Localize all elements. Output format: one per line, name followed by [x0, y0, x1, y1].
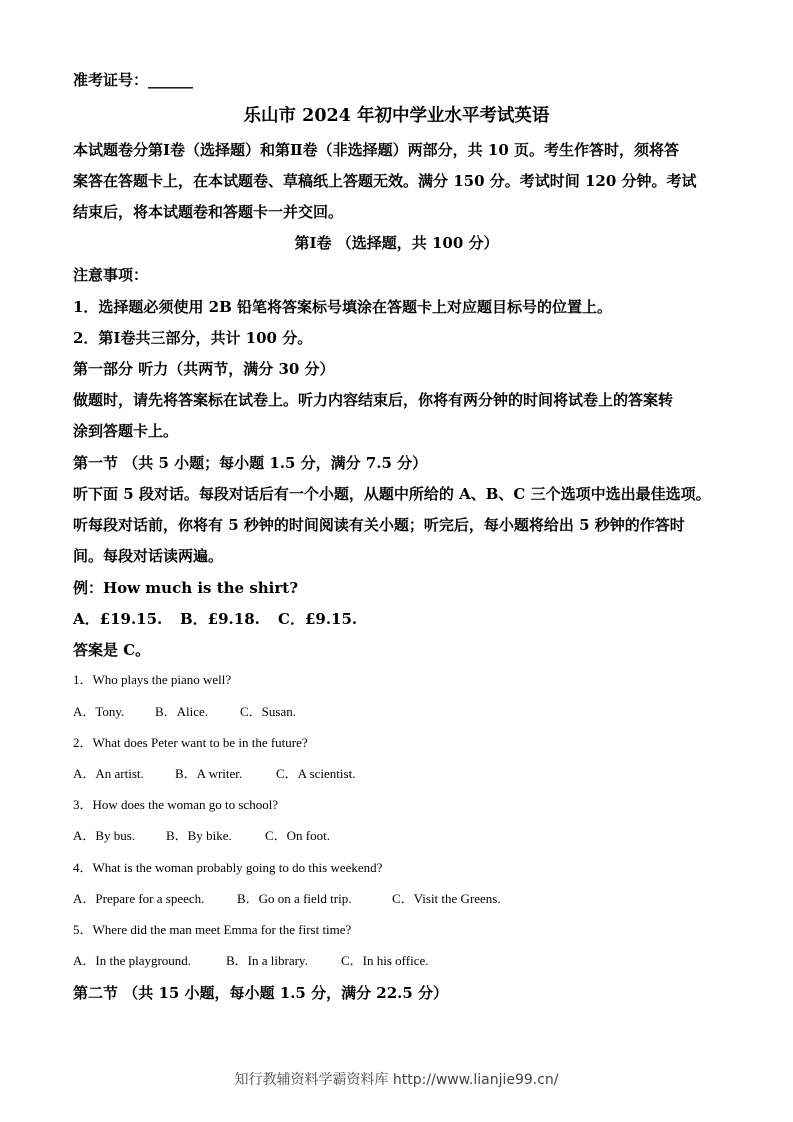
page-title: 乐山市 2024 年初中学业水平考试英语 [243, 106, 550, 126]
intro-line: 结束后，将本试题卷和答题卡一并交回。 [73, 203, 344, 221]
question-option: B．Go on a field trip. [237, 891, 352, 906]
subsection1-heading: 第一节 （共 5 小题；每小题 1.5 分，满分 7.5 分） [73, 454, 428, 472]
question-stem: 3．How does the woman go to school? [73, 797, 279, 812]
question-stem: 2．What does Peter want to be in the future? [73, 735, 308, 750]
question-options [73, 765, 355, 783]
example-option: A．£19.15. [73, 610, 163, 628]
example-answer: 答案是 C。 [73, 641, 151, 659]
intro-line: 本试题卷分第Ⅰ卷（选择题）和第Ⅱ卷（非选择题）两部分，共 10 页。考生作答时，须将答 [73, 141, 679, 159]
subsection1-instruction: 听下面 5 段对话。每段对话后有一个小题，从题中所给的 A、B、C 三个选项中选出最佳选项。 [73, 485, 711, 503]
question-option: B．Alice. [155, 704, 209, 719]
part1-heading: 第Ⅰ卷 （选择题，共 100 分） [294, 234, 499, 252]
section1-instruction: 做题时，请先将答案标在试卷上。听力内容结束后，你将有两分钟的时间将试卷上的答案转 [73, 391, 674, 409]
question-option: A．Tony. [73, 704, 125, 719]
section1-heading: 第一部分 听力（共两节，满分 30 分） [73, 360, 335, 378]
subsection2-heading: 第二节 （共 15 小题，每小题 1.5 分，满分 22.5 分） [73, 984, 449, 1002]
example-options [73, 609, 357, 629]
example-option: B．£9.18. [180, 610, 260, 628]
question-stem: 5．Where did the man meet Emma for the first time? [73, 922, 352, 937]
subsection1-instruction: 间。每段对话读两遍。 [73, 547, 224, 565]
note-item: 2．第Ⅰ卷共三部分，共计 100 分。 [73, 329, 313, 347]
question-option: B．A writer. [175, 766, 243, 781]
question-options [73, 952, 429, 970]
question-option: A．Prepare for a speech. [73, 891, 205, 906]
note-item: 1．选择题必须使用 2B 铅笔将答案标号填涂在答题卡上对应题目标号的位置上。 [73, 298, 613, 316]
question-options [73, 890, 501, 908]
question-option: B．In a library. [226, 953, 308, 968]
exam-id-label: 准考证号：______ [73, 71, 194, 89]
question-option: C．Susan. [240, 704, 296, 719]
question-option: C．Visit the Greens. [392, 891, 501, 906]
example-option: C．£9.15. [278, 610, 358, 628]
question-option: A．An artist. [73, 766, 144, 781]
section1-instruction: 涂到答题卡上。 [73, 422, 179, 440]
subsection1-instruction: 听每段对话前，你将有 5 秒钟的时间阅读有关小题；听完后，每小题将给出 5 秒钟的作答时 [73, 516, 685, 534]
question-options [73, 827, 330, 845]
notes-heading: 注意事项： [73, 266, 149, 284]
footer-watermark: 知行教辅资料学霸资料库 http://www.lianjie99.cn/ [234, 1072, 559, 1088]
question-option: A．By bus. [73, 828, 136, 843]
question-option: C．A scientist. [276, 766, 356, 781]
question-stem: 1．Who plays the piano well? [73, 672, 232, 687]
question-option: C．On foot. [265, 828, 331, 843]
question-option: C．In his office. [341, 953, 429, 968]
intro-line: 案答在答题卡上，在本试题卷、草稿纸上答题无效。满分 150 分。考试时间 120 分钟。考试 [73, 172, 697, 190]
example-question: 例：How much is the shirt? [73, 579, 298, 597]
question-option: A．In the playground. [73, 953, 192, 968]
question-stem: 4．What is the woman probably going to do this weekend? [73, 860, 383, 875]
question-options [73, 703, 296, 721]
question-option: B．By bike. [166, 828, 232, 843]
